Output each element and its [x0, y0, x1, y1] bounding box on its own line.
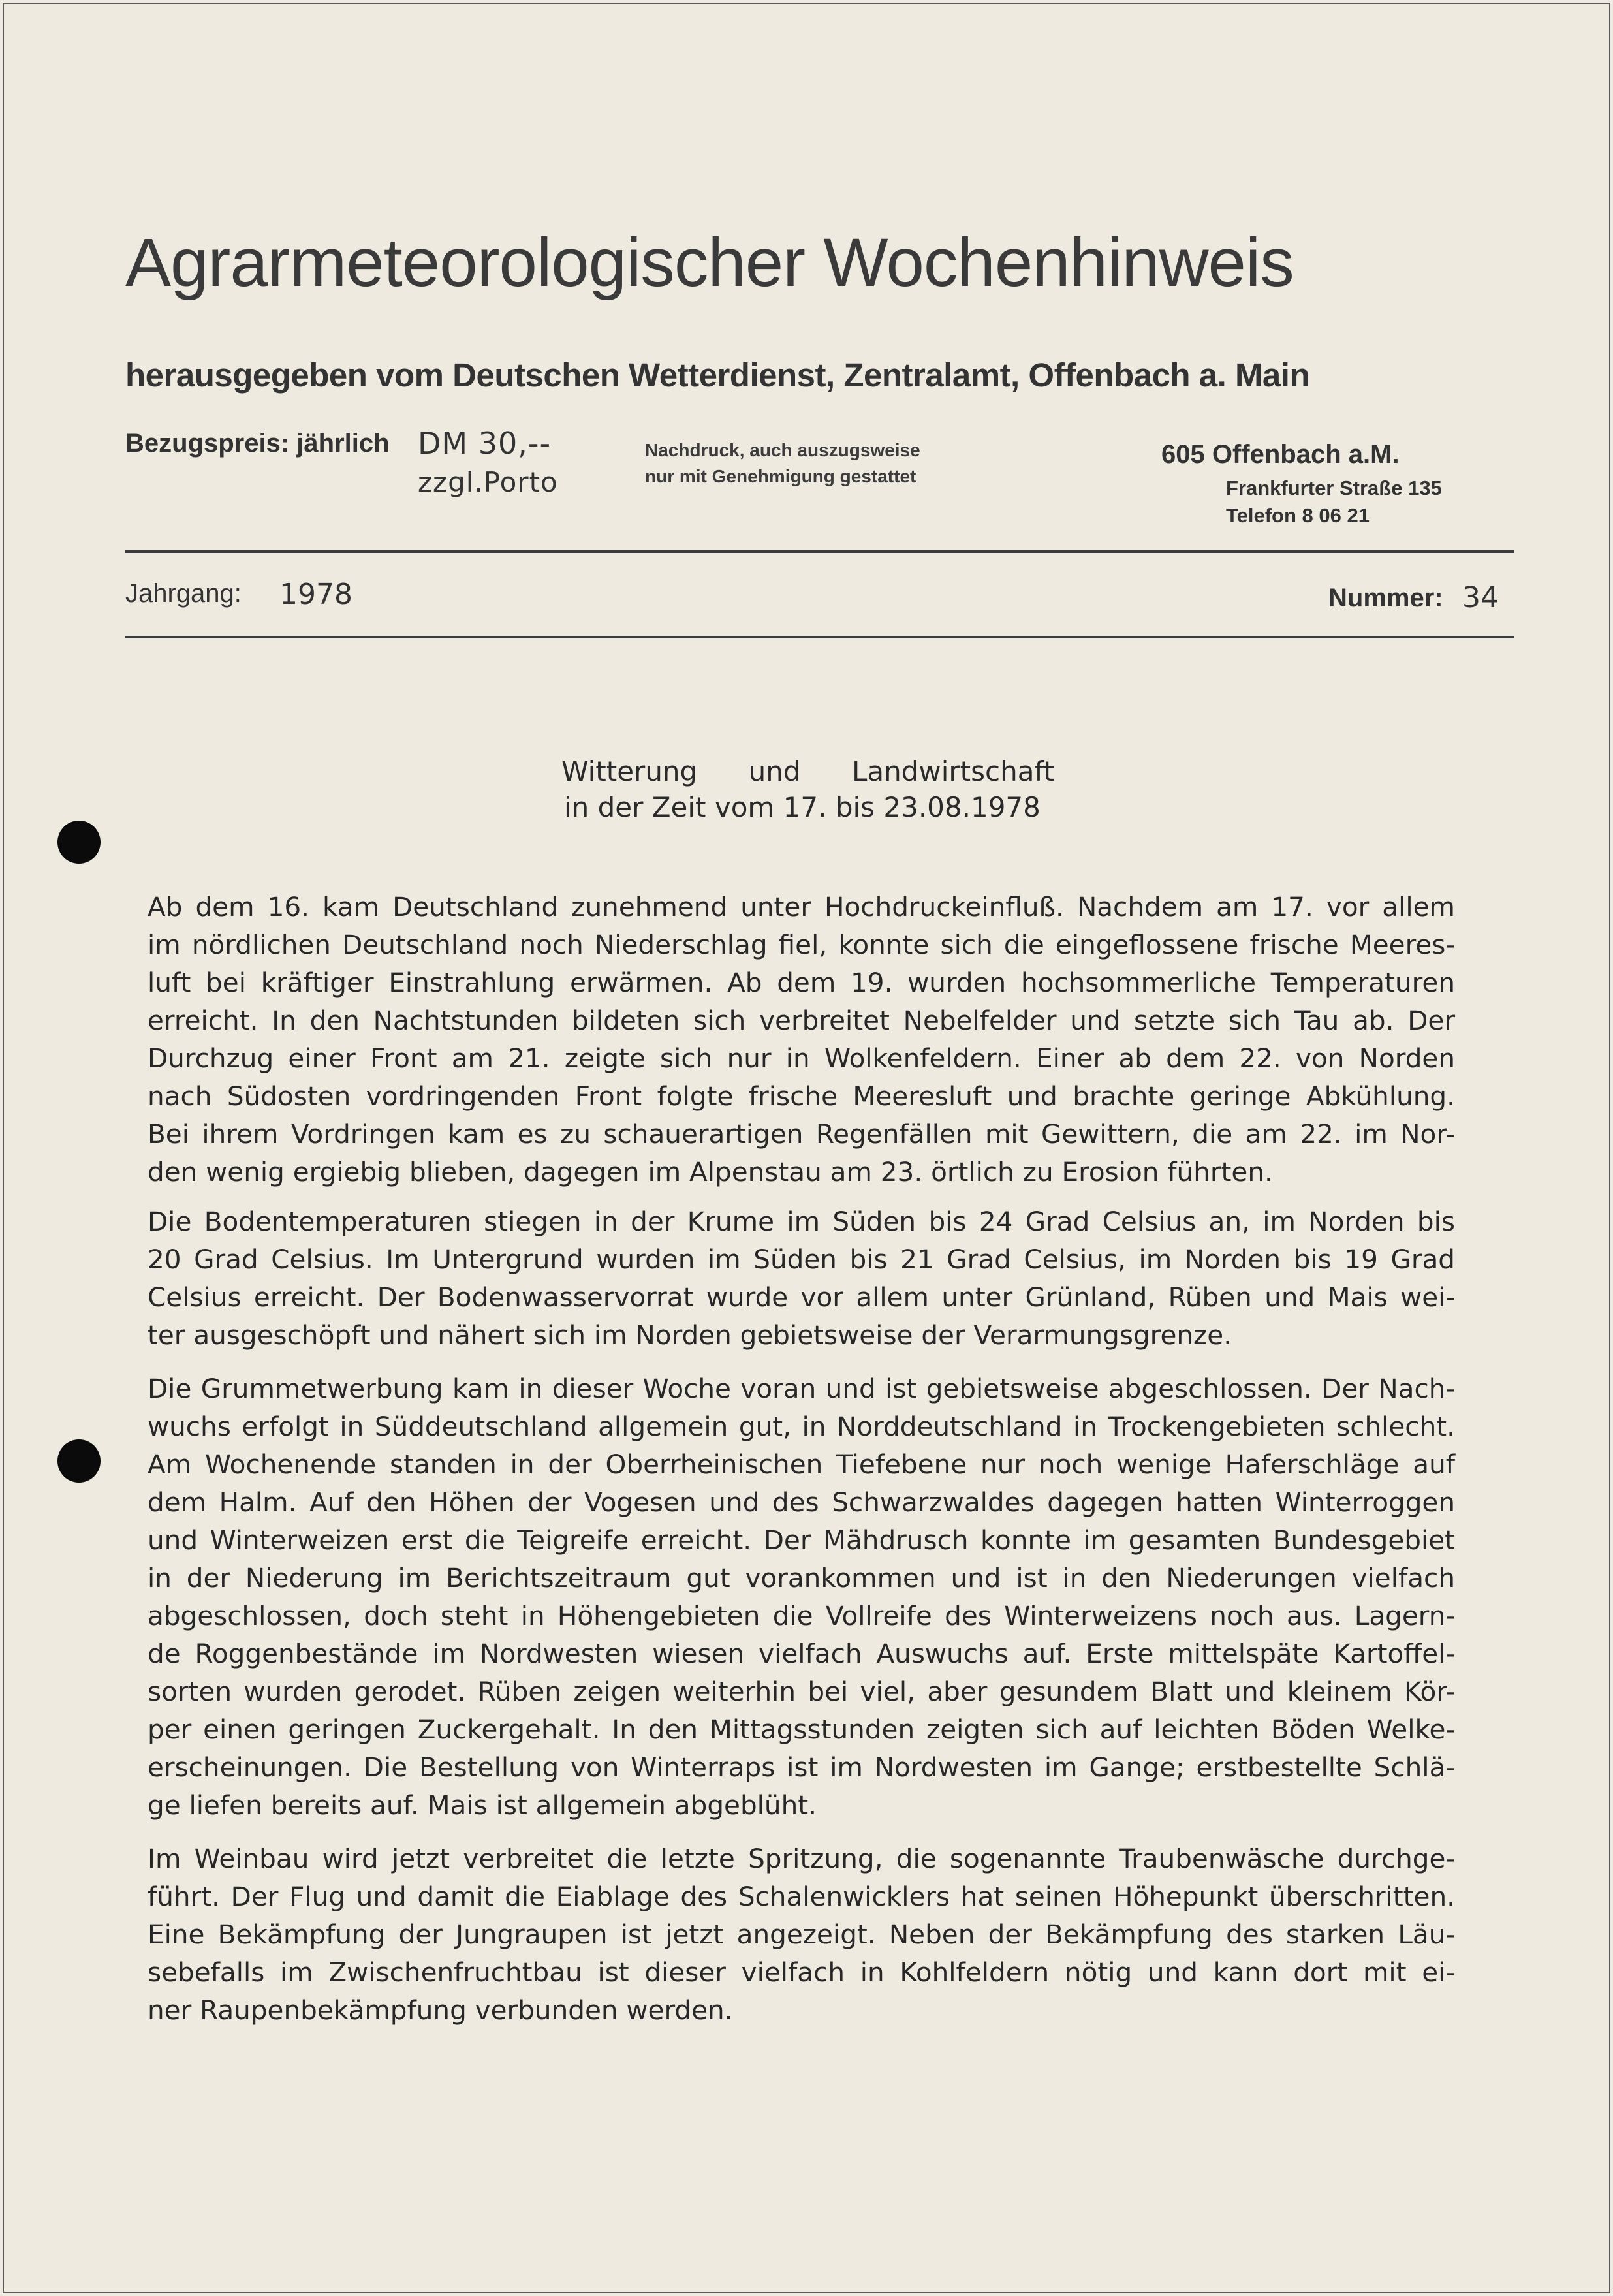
punch-hole-bottom	[57, 1439, 101, 1483]
paragraph-line: ter ausgeschöpft und nähert sich im Norden gebietsweise der Verarmungsgrenze.	[148, 1319, 1232, 1351]
paragraph-line: dem Halm. Auf den Höhen der Vogesen und des Schwarzwaldes dagegen hatten Winterroggen	[148, 1486, 1455, 1518]
paragraph-line: sorten wurden gerodet. Rüben zeigen weiterhin bei viel, aber gesundem Blatt und kleinem Kör-	[148, 1676, 1455, 1707]
paragraph-line: sebefalls im Zwischenfruchtbau ist dieser vielfach in Kohlfeldern nötig und kann dort mit ei-	[148, 1957, 1455, 1988]
paragraph-line: in der Niederung im Berichtszeitraum gut vorankommen und ist in den Niederungen vielfach	[148, 1562, 1455, 1594]
subscription-postage-note: zzgl.Porto	[418, 466, 558, 498]
paragraph-weather	[148, 888, 1455, 1191]
paragraph-line: Durchzug einer Front am 21. zeigte sich nur in Wolkenfeldern. Einer ab dem 22. von Norden	[148, 1043, 1455, 1074]
issue-number-value: 34	[1462, 581, 1499, 614]
publication-title: Agrarmeteorologischer Wochenhinweis	[125, 225, 1294, 301]
punch-hole-top	[57, 821, 101, 864]
paragraph-line: per einen geringen Zuckergehalt. In den Mittagsstunden zeigten sich auf leichten Böden Welke-	[148, 1714, 1455, 1745]
paragraph-line: führt. Der Flug und damit die Eiablage des Schalenwicklers hat seinen Höhepunkt überschritten.	[148, 1881, 1455, 1912]
reprint-notice-line-2: nur mit Genehmigung gestattet	[645, 466, 916, 486]
header-divider-top	[125, 550, 1514, 553]
paragraph-line: im nördlichen Deutschland noch Niederschlag fiel, konnte sich die eingeflossene frische Meeres-	[148, 929, 1455, 960]
section-heading-word-1: Witterung	[561, 755, 698, 787]
header-divider-bottom	[125, 636, 1514, 638]
publisher-line: herausgegeben vom Deutschen Wetterdienst, Zentralamt, Offenbach a. Main	[125, 356, 1310, 394]
paragraph-line: abgeschlossen, doch steht in Höhengebieten die Vollreife des Winterweizens noch aus. Lagern-	[148, 1600, 1455, 1631]
subscription-price-value: DM 30,--	[418, 426, 552, 461]
section-heading	[561, 755, 1054, 787]
paragraph-line: de Roggenbestände im Nordwesten wiesen vielfach Auswuchs auf. Erste mittelspäte Kartoffel-	[148, 1638, 1455, 1669]
paragraph-crops	[148, 1370, 1455, 1824]
paragraph-line: 20 Grad Celsius. Im Untergrund wurden im Süden bis 21 Grad Celsius, im Norden bis 19 Grad	[148, 1244, 1455, 1275]
paragraph-line: wuchs erfolgt in Süddeutschland allgemein gut, in Norddeutschland in Trockengebieten schlecht.	[148, 1411, 1455, 1442]
paragraph-line: Im Weinbau wird jetzt verbreitet die letzte Spritzung, die sogenannte Traubenwäsche durchge-	[148, 1843, 1455, 1874]
subscription-price-label: Bezugspreis: jährlich	[125, 429, 390, 458]
address-street: Frankfurter Straße 135	[1226, 477, 1442, 499]
paragraph-line: Die Bodentemperaturen stiegen in der Krume im Süden bis 24 Grad Celsius an, im Norden bis	[148, 1206, 1455, 1237]
paragraph-line: ner Raupenbekämpfung verbunden werden.	[148, 1994, 733, 2026]
volume-year: 1978	[279, 578, 352, 611]
volume-label: Jahrgang:	[125, 579, 242, 608]
paragraph-line: und Winterweizen erst die Teigreife erreicht. Der Mähdrusch konnte im gesamten Bundesgebiet	[148, 1524, 1455, 1556]
paragraph-line: ge liefen bereits auf. Mais ist allgemein abgeblüht.	[148, 1789, 817, 1821]
paragraph-viticulture	[148, 1840, 1455, 2029]
paragraph-line: Eine Bekämpfung der Jungraupen ist jetzt angezeigt. Neben der Bekämpfung des starken Läu-	[148, 1919, 1455, 1950]
address-phone: Telefon 8 06 21	[1226, 504, 1370, 527]
paragraph-line: den wenig ergiebig blieben, dagegen im Alpenstau am 23. örtlich zu Erosion führten.	[148, 1156, 1273, 1187]
reprint-notice-line-1: Nachdruck, auch auszugsweise	[645, 440, 920, 460]
paragraph-line: Celsius erreicht. Der Bodenwasservorrat wurde vor allem unter Grünland, Rüben und Mais wei-	[148, 1282, 1455, 1313]
section-heading-word-2: und	[748, 755, 801, 787]
paragraph-line: Ab dem 16. kam Deutschland zunehmend unter Hochdruckeinfluß. Nachdem am 17. vor allem	[148, 891, 1455, 922]
section-heading-word-3: Landwirtschaft	[851, 755, 1054, 787]
paragraph-line: Die Grummetwerbung kam in dieser Woche voran und ist gebietsweise abgeschlossen. Der Nach-	[148, 1373, 1455, 1404]
address-city: 605 Offenbach a.M.	[1161, 440, 1400, 469]
paragraph-soil	[148, 1203, 1455, 1354]
paragraph-line: luft bei kräftiger Einstrahlung erwärmen. Ab dem 19. wurden hochsommerliche Temperaturen	[148, 967, 1455, 998]
paragraph-line: Bei ihrem Vordringen kam es zu schauerartigen Regenfällen mit Gewittern, die am 22. im Nor-	[148, 1118, 1455, 1150]
paragraph-line: nach Südosten vordringenden Front folgte frische Meeresluft und brachte geringe Abkühlung.	[148, 1080, 1455, 1112]
section-date-range: in der Zeit vom 17. bis 23.08.1978	[564, 791, 1041, 823]
paragraph-line: Am Wochenende standen in der Oberrheinischen Tiefebene nur noch wenige Haferschläge auf	[148, 1449, 1455, 1480]
paragraph-line: erscheinungen. Die Bestellung von Winterraps ist im Nordwesten im Gange; erstbestellte Schlä-	[148, 1752, 1455, 1783]
paragraph-line: erreicht. In den Nachtstunden bildeten sich verbreitet Nebelfelder und setzte sich Tau ab. Der	[148, 1005, 1455, 1036]
issue-number-label: Nummer:	[1328, 584, 1443, 612]
